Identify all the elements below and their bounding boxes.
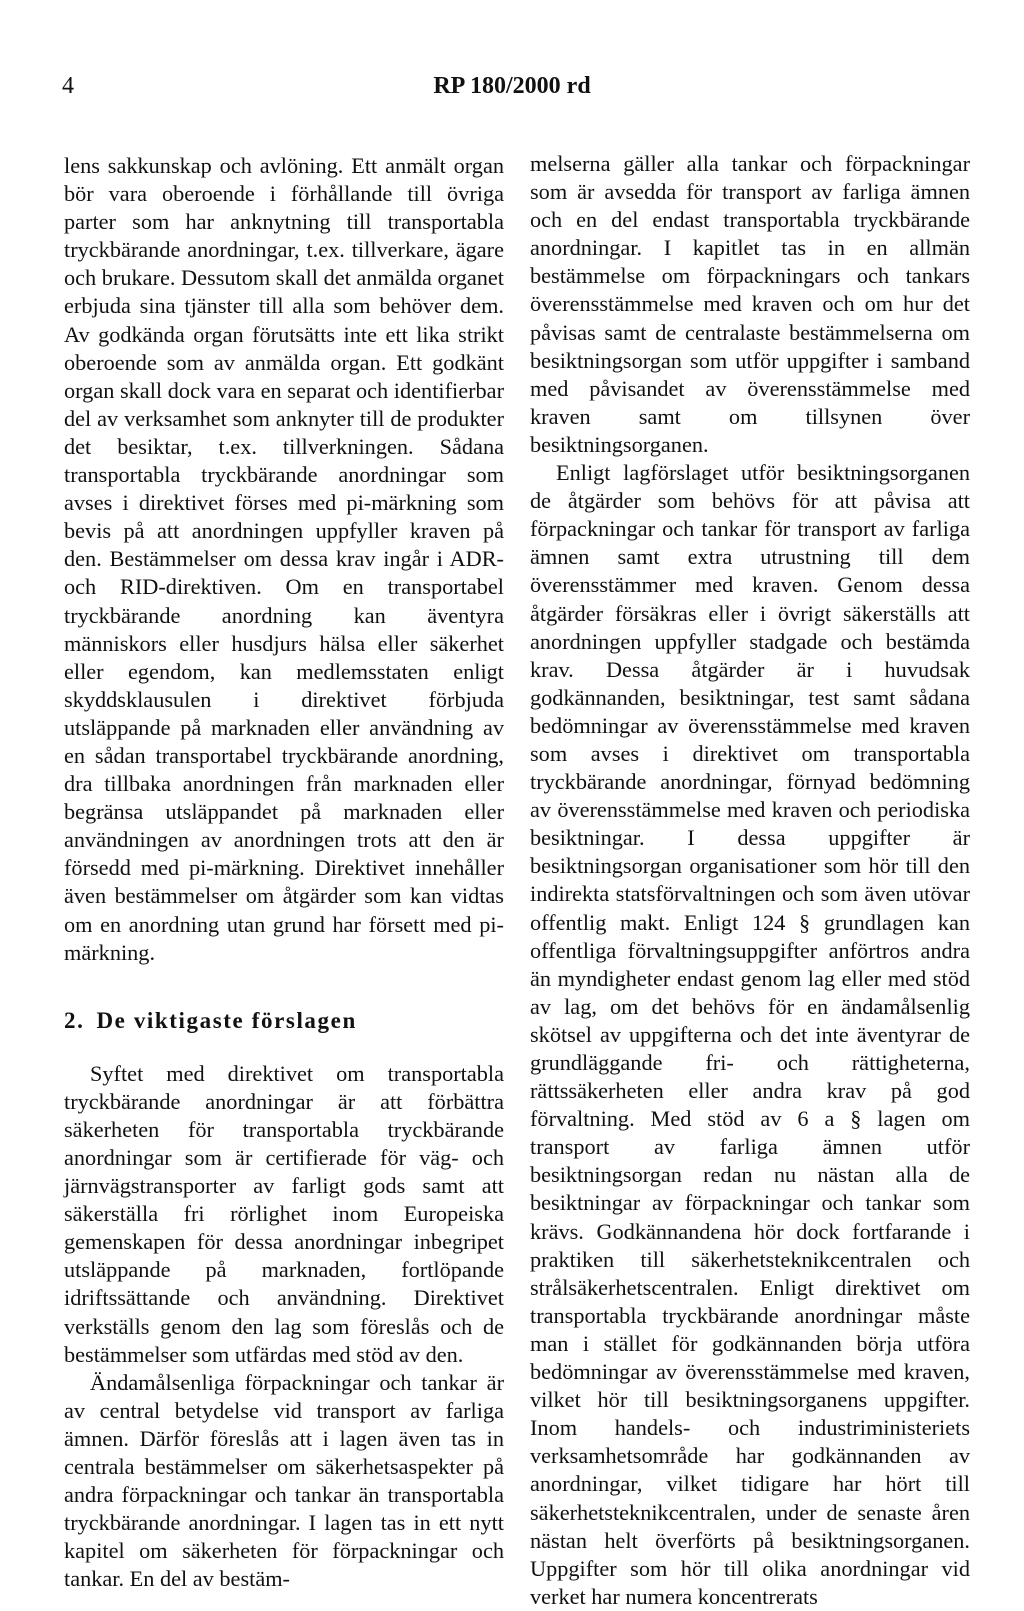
right-paragraph-2: Enligt lagförslaget utför besiktningsorganen de åtgärder som behövs för att påvisa att förpackningar och tankar för transport av farliga ämnen samt extra utrustning till dem överensstämmer med kraven. Genom dessa åtgärder försäkras eller i övrigt säkerställs att anordningen uppfyller stadgade och bestämda krav. Dessa åtgärder är i huvudsak godkännanden, besiktningar, test samt sådana bedömningar av överensstämmelse med kraven som avses i direktivet om transportabla tryckbärande anordningar, förnyad bedömning av överensstämmelse med kraven och periodiska besiktningar. I dessa uppgifter är besiktningsorgan organisationer som hör till den indirekta statsförvaltningen och som även utövar offentlig makt. Enligt 124 § grundlagen kan offentliga förvaltningsuppgifter anförtros andra än myndigheter endast genom lag eller med stöd av lag, om det behövs för en ändamålsenlig skötsel av uppgifterna och det inte äventyrar de grundläggande fri- och rättigheterna, rättssäkerheten eller andra krav på god förvaltning. Med stöd av 6 a § lagen om transport av farliga ämnen utför besiktningsorgan redan nu nästan alla de besiktningar av förpackningar och tankar som krävs. Godkännandena hör dock fortfarande i praktiken till säkerhetsteknikcentralen och strålsäkerhetscentralen. Enligt direktivet om transportabla tryckbärande anordningar måste man i stället för godkännanden börja utföra bedömningar av överensstämmelse med kraven, vilket hör till besiktningsorganens uppgifter. Inom handels- och industriministeriets verksamhetsområde har godkännanden av anordningar, vilket tidigare har hört till säkerhetsteknikcentralen, under de senaste åren nästan helt överförts på besiktningsorganen. Uppgifter som hör till olika anordningar vid verket har numera koncentrerats (530, 460, 970, 1609)
right-column (530, 150, 970, 1611)
section-heading (64, 1007, 504, 1035)
right-paragraph-1: melserna gäller alla tankar och förpackningar som är avsedda för transport av farliga ämnen och en del endast transportabla tryckbärande anordningar. I kapitlet tas in en allmän bestämmelse om förpackningars och tankars överensstämmelse med kraven och om hur det påvisas samt de centralaste bestämmelserna om besiktningsorgan som utför uppgifter i samband med påvisandet av överensstämmelse med kraven samt om tillsynen över besiktningsorganen. (530, 151, 970, 457)
left-paragraph-2: Syftet med direktivet om transportabla tryckbärande anordningar är att förbättra säkerheten för transportabla tryckbärande anordningar som är certifierade för väg- och järnvägstransporter av farligt gods samt att säkerställa fri rörlighet inom Europeiska gemenskapen för dessa anordningar inbegripet utsläppande på marknaden, fortlöpande idriftssättande och användning. Direktivet verkställs genom den lag som föreslås och de bestämmelser som utfärdas med stöd av den. (64, 1060, 504, 1367)
left-paragraph-3: Ändamålsenliga förpackningar och tankar är av central betydelse vid transport av farliga ämnen. Därför föreslås att i lagen även tas in centrala bestämmelser om säkerhetsaspekter på andra förpackningar och tankar än transportabla tryckbärande anordningar. I lagen tas in ett nytt kapitel om säkerheten för förpackningar och tankar. En del av bestäm- (64, 1369, 504, 1592)
section-heading-number: 2. (64, 1007, 85, 1033)
section-heading-text: De viktigaste förslagen (96, 1007, 357, 1033)
left-column (64, 152, 504, 1594)
left-paragraph-1: lens sakkunskap och avlöning. Ett anmält organ bör vara oberoende i förhållande till övriga parter som har anknytning till transportabla tryckbärande anordningar, t.ex. tillverkare, ägare och brukare. Dessutom skall det anmälda organet erbjuda sina tjänster till alla som behöver dem. Av godkända organ förutsätts inte ett lika strikt oberoende som av anmälda organ. Ett godkänt organ skall dock vara en separat och identifierbar del av verksamhet som anknyter till de produkter det besiktar, t.ex. tillverkningen. Sådana transportabla tryckbärande anordningar som avses i direktivet förses med pi-märkning som bevis på att anordningen uppfyller kraven på den. Bestämmelser om dessa krav ingår i ADR- och RID-direktiven. Om en transportabel tryckbärande anordning kan äventyra människors eller husdjurs hälsa eller säkerhet eller egendom, kan medlemsstaten enligt skyddsklausulen i direktivet förbjuda utsläppande på marknaden eller användning av en sådan transportabel tryckbärande anordning, dra tillbaka anordningen från marknaden eller begränsa utsläppandet på marknaden eller användningen av anordningen trots att den är försedd med pi-märkning. Direktivet innehåller även bestämmelser om åtgärder som kan vidtas om en anordning utan grund har försett med pi-märkning. (64, 153, 504, 965)
page-number: 4 (62, 73, 74, 99)
running-title: RP 180/2000 rd (433, 73, 591, 99)
